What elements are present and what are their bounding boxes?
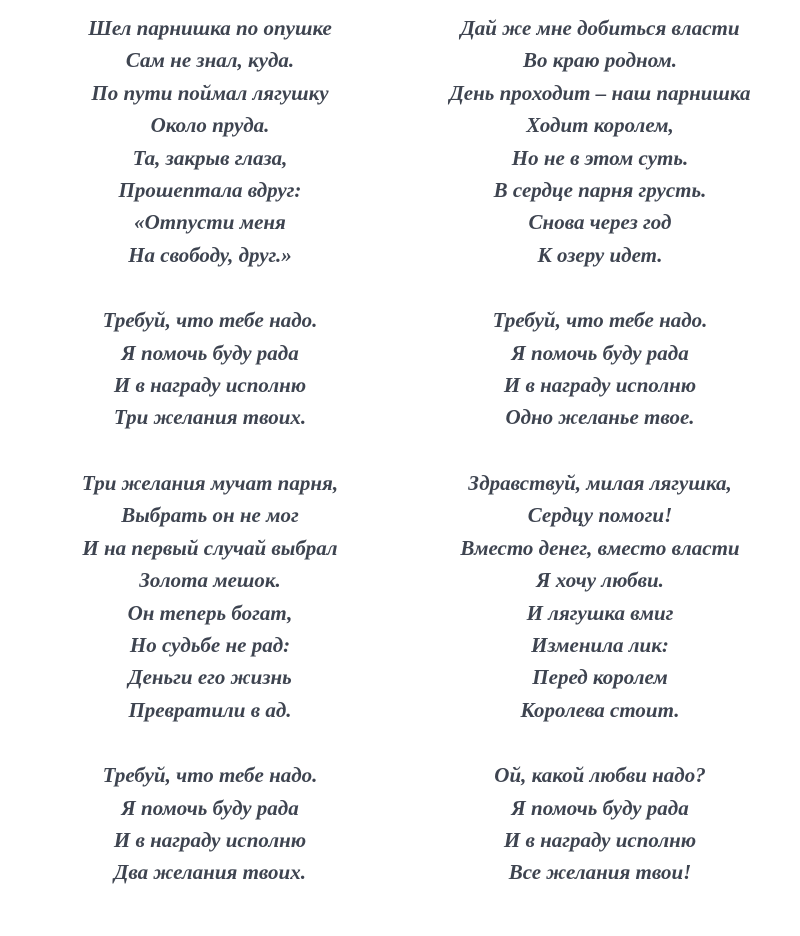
lyric-line: Королева стоит. bbox=[520, 697, 680, 722]
lyric-line: Все желания твои! bbox=[508, 860, 692, 885]
lyric-line: Я помочь буду рада bbox=[511, 795, 689, 820]
lyric-line: Деньги его жизнь bbox=[128, 665, 292, 690]
lyric-line: Шел парнишка по опушке bbox=[88, 16, 332, 40]
lyrics-column-left bbox=[10, 12, 410, 889]
lyric-line: Два желания твоих. bbox=[114, 860, 306, 885]
stanza bbox=[400, 304, 800, 434]
lyric-line: «Отпусти меня bbox=[134, 210, 286, 235]
lyric-line: Я помочь буду рада bbox=[121, 340, 299, 365]
lyric-line: Он теперь богат, bbox=[127, 600, 293, 625]
lyric-line: Но не в этом суть. bbox=[511, 145, 689, 170]
lyric-line: В сердце парня грусть. bbox=[493, 178, 707, 203]
lyric-line: Прошептала вдруг: bbox=[118, 178, 302, 203]
lyric-line: Сердцу помоги! bbox=[527, 503, 673, 528]
lyric-line: Дай же мне добиться власти bbox=[460, 16, 740, 40]
lyric-line: По пути поймал лягушку bbox=[91, 80, 329, 105]
lyric-line: К озеру идет. bbox=[537, 242, 663, 267]
lyric-line: Перед королем bbox=[532, 665, 668, 690]
lyric-line: Я хочу любви. bbox=[536, 568, 664, 593]
lyric-line: На свободу, друг.» bbox=[128, 242, 292, 267]
lyric-line: И в награду исполню bbox=[503, 827, 697, 852]
stanza bbox=[10, 304, 410, 434]
stanza bbox=[400, 467, 800, 726]
lyric-line: Три желания мучат парня, bbox=[81, 470, 339, 495]
lyrics-column-right bbox=[400, 12, 800, 889]
lyric-line: Здравствуй, милая лягушка, bbox=[468, 470, 732, 495]
lyric-line: Изменила лик: bbox=[531, 632, 669, 657]
stanza bbox=[10, 759, 410, 889]
lyric-line: Ой, какой любви надо? bbox=[494, 763, 706, 788]
lyric-line: Требуй, что тебе надо. bbox=[102, 308, 318, 333]
lyric-line: Я помочь буду рада bbox=[511, 340, 689, 365]
lyric-line: Вместо денег, вместо власти bbox=[460, 535, 740, 560]
lyric-line: Требуй, что тебе надо. bbox=[492, 308, 708, 333]
lyric-line: Превратили в ад. bbox=[128, 697, 292, 722]
lyric-line: Одно желанье твое. bbox=[505, 405, 695, 430]
lyric-line: И в награду исполню bbox=[503, 373, 697, 398]
lyric-line: Требуй, что тебе надо. bbox=[102, 763, 318, 788]
lyric-line: Я помочь буду рада bbox=[121, 795, 299, 820]
lyric-line: День проходит – наш парнишка bbox=[449, 80, 751, 105]
stanza bbox=[400, 759, 800, 889]
lyric-line: Ходит королем, bbox=[526, 113, 674, 138]
stanza bbox=[10, 467, 410, 726]
lyric-line: Выбрать он не мог bbox=[121, 503, 299, 528]
lyric-line: И в награду исполню bbox=[113, 827, 307, 852]
stanza bbox=[10, 12, 410, 271]
stanza bbox=[400, 12, 800, 271]
lyric-line: Снова через год bbox=[528, 210, 672, 235]
lyric-line: Во краю родном. bbox=[522, 48, 678, 73]
lyric-line: И на первый случай выбрал bbox=[82, 535, 338, 560]
lyric-line: Сам не знал, куда. bbox=[125, 48, 295, 73]
lyric-line: И в награду исполню bbox=[113, 373, 307, 398]
lyric-line: Около пруда. bbox=[150, 113, 270, 138]
lyric-line: И лягушка вмиг bbox=[526, 600, 674, 625]
lyric-line: Но судьбе не рад: bbox=[129, 632, 291, 657]
lyric-line: Золота мешок. bbox=[139, 568, 281, 593]
lyric-line: Та, закрыв глаза, bbox=[132, 145, 288, 170]
lyric-line: Три желания твоих. bbox=[113, 405, 307, 430]
